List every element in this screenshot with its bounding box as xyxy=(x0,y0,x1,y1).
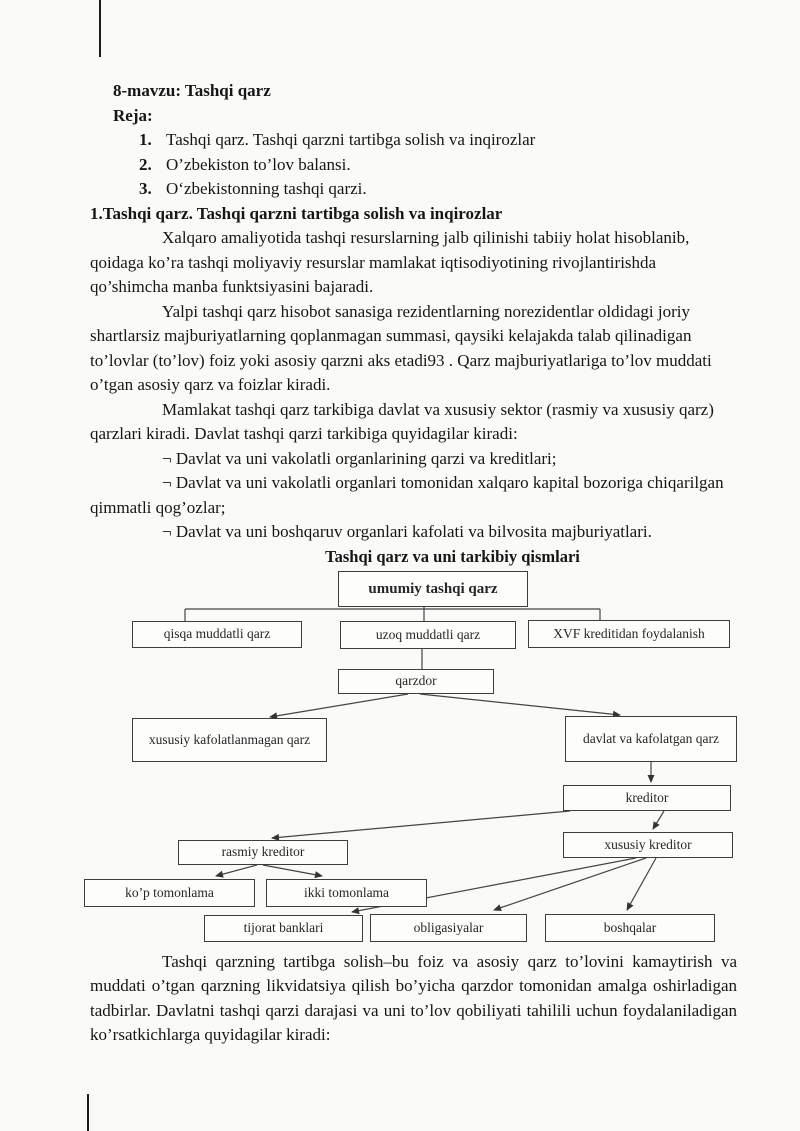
diagram-node-qisqa-muddatli-qarz: qisqa muddatli qarz xyxy=(132,621,302,648)
connector-arrow xyxy=(494,858,646,910)
diagram-node-kop-tomonlama: ko’p tomonlama xyxy=(84,879,255,907)
bullet-1: ¬ Davlat va uni vakolatli organlarining qarzi va kreditlari; xyxy=(162,448,557,468)
diagram-title: Tashqi qarz va uni tarkibiy qismlari xyxy=(325,546,580,566)
plan-item-number: 1. xyxy=(139,130,152,149)
closing-paragraph: Tashqi qarzning tartibga solish–bu foiz va asosiy qarz to’lovini kamaytirish va muddati o’tgan qarzning likvidatsiya qilish bo’yicha qarzdor tomonidan amalga oshirladigan tadbirlar. Davlatni tashqi qarzi darajasi va uni to’lov qobiliyati tahilili uchun foydalaniladigan ko’rsatkichlarga quyidagilar kiradi: xyxy=(90,951,737,1044)
diagram-node-kreditor: kreditor xyxy=(563,785,731,811)
scan-artifact-line-bottom xyxy=(87,1094,89,1131)
connector-arrow xyxy=(272,811,570,838)
debt-structure-diagram xyxy=(0,567,800,950)
diagram-node-davlat-va-kafolatgan-qarz: davlat va kafolatgan qarz xyxy=(565,716,737,762)
plan-item-3 xyxy=(139,177,737,202)
bullet-2: ¬ Davlat va uni vakolatli organlari tomonidan xalqaro kapital bozoriga chiqarilgan qimmatli qog’ozlar; xyxy=(90,473,724,517)
paragraph-3: Mamlakat tashqi qarz tarkibiga davlat va xususiy sektor (rasmiy va xususiy qarz) qarzlari kiradi. Davlat tashqi qarzi tarkibiga quyidagilar kiradi: xyxy=(90,399,714,443)
plan-item-text: O‘zbekistonning tashqi qarzi. xyxy=(166,179,367,198)
diagram-node-tijorat-banklari: tijorat banklari xyxy=(204,915,363,942)
plan-item-number: 2. xyxy=(139,154,152,174)
paragraph-1: Xalqaro amaliyotida tashqi resurslarning jalb qilinishi tabiiy holat hisoblanib, qoidaga ko’ra tashqi moliyaviy resurslar mamlakat iqtisodiyotining rivojlantirishda qo’shimcha manba funktsiyasini bajaradi. xyxy=(90,228,690,296)
plan-item-2 xyxy=(139,153,737,178)
diagram-node-rasmiy-kreditor: rasmiy kreditor xyxy=(178,840,348,865)
diagram-node-obligasiyalar: obligasiyalar xyxy=(370,914,527,942)
section-heading: 1.Tashqi qarz. Tashqi qarzni tartibga solish va inqirozlar xyxy=(90,203,503,223)
diagram-node-boshqalar: boshqalar xyxy=(545,914,715,942)
plan-label: Reja: xyxy=(113,105,153,125)
connector-arrow xyxy=(270,694,408,717)
diagram-node-qarzdor: qarzdor xyxy=(338,669,494,694)
connector-arrow xyxy=(216,865,257,876)
scan-artifact-line-top xyxy=(99,0,101,57)
topic-title: 8-mavzu: Tashqi qarz xyxy=(113,81,271,100)
plan-item-text: O’zbekiston to’lov balansi. xyxy=(166,154,351,174)
connector-arrow xyxy=(420,694,620,715)
connector-arrow xyxy=(263,865,322,876)
diagram-node-uzoq-muddatli-qarz: uzoq muddatli qarz xyxy=(340,621,516,649)
plan-item-1 xyxy=(139,128,737,153)
connector-arrow xyxy=(627,858,656,910)
diagram-node-ikki-tomonlama: ikki tomonlama xyxy=(266,879,427,907)
connector-arrow xyxy=(653,811,664,829)
bullet-3: ¬ Davlat va uni boshqaruv organlari kafolati va bilvosita majburiyatlari. xyxy=(162,522,652,541)
diagram-node-xvf-kreditidan-foydalanish: XVF kreditidan foydalanish xyxy=(528,620,730,648)
diagram-node-xususiy-kafolatlanmagan-qarz: xususiy kafolatlanmagan qarz xyxy=(132,718,327,762)
diagram-node-xususiy-kreditor: xususiy kreditor xyxy=(563,832,733,858)
plan-item-text: Tashqi qarz. Tashqi qarzni tartibga solish va inqirozlar xyxy=(166,130,536,149)
diagram-node-umumiy-tashqi-qarz: umumiy tashqi qarz xyxy=(338,571,528,607)
paragraph-2: Yalpi tashqi qarz hisobot sanasiga rezidentlarning norezidentlar oldidagi joriy shartlarsiz majburiyatlarning qoplanmagan summasi, qaysiki kelajakda talab qilinadigan to’lovlar (to’lov) foiz yoki asosiy qarzni aks etadi93 . Qarz majburiyatlariga to’lov muddati o’tgan asosiy qarz va foizlar kiradi. xyxy=(90,301,712,394)
plan-item-number: 3. xyxy=(139,179,152,198)
